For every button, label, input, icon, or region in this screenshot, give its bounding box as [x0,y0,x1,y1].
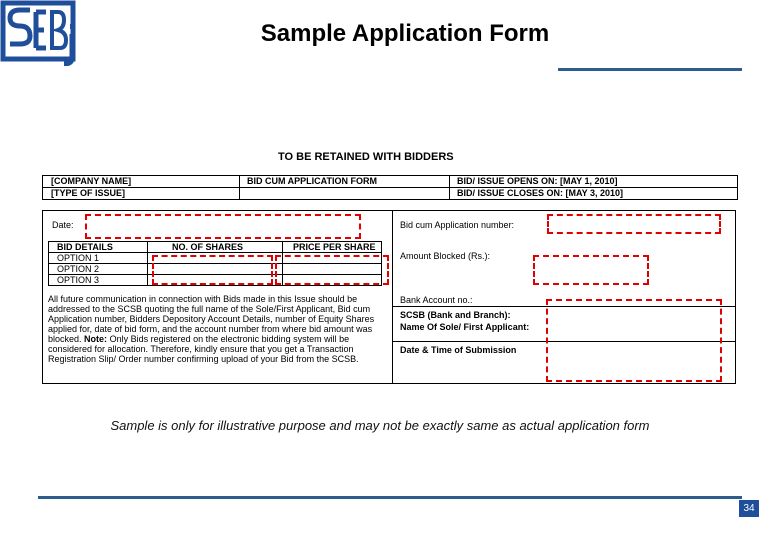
applicant-label: Name Of Sole/ First Applicant: [400,322,530,332]
option-label: OPTION 1 [49,253,148,264]
bank-details-highlight [546,299,722,382]
divider [449,176,450,187]
date-label: Date: [52,220,74,230]
form-header-row-2 [42,187,738,200]
divider [449,188,450,199]
date-field-highlight [85,214,361,239]
communication-notice [48,294,384,364]
note-label: Note: [84,334,108,344]
note-text: Only Bids registered on the electronic bidding system will be considered for allocation. Therefore, kindly ensure that you get a Transaction Registration Slip/ Order number confirming upload of your Bid from the SCSB. [48,334,359,364]
table-header-row [49,242,382,253]
divider [239,176,240,187]
page-title: Sample Application Form [260,20,550,47]
column-header: BID DETAILS [49,242,148,253]
retained-heading: TO BE RETAINED WITH BIDDERS [278,151,454,163]
form-name: BID CUM APPLICATION FORM [247,176,377,186]
price-highlight [275,255,389,285]
box-bottom [42,383,736,384]
issue-type: [TYPE OF ISSUE] [51,188,126,198]
option-label: OPTION 2 [49,264,148,275]
company-name: [COMPANY NAME] [51,176,132,186]
box-middle [392,210,393,384]
notice-text: All future communication in connection with Bids made in this Issue should be addressed to the SCSB quoting the full name of the Sole/First Applicant, Bid cum Application number, Bidders Depository Account Details, number of Equity Shares applied for, date of bid form, and the account number from where bid amount was blocked. [48,294,375,344]
bid-number-label: Bid cum Application number: [400,220,515,230]
divider [239,188,240,199]
box-right [735,210,736,384]
bank-account-label: Bank Account no.: [400,295,473,305]
amount-blocked-highlight [533,255,649,285]
issue-opens: BID/ ISSUE OPENS ON: [MAY 1, 2010] [457,176,618,186]
amount-blocked-label: Amount Blocked (Rs.): [400,251,491,261]
option-label: OPTION 3 [49,275,148,286]
page-number: 34 [739,500,759,517]
column-header: PRICE PER SHARE [283,242,382,253]
submission-label: Date & Time of Submission [400,345,517,355]
column-header: NO. OF SHARES [148,242,283,253]
box-left [42,210,43,384]
bid-number-highlight [547,214,721,234]
issue-closes: BID/ ISSUE CLOSES ON: [MAY 3, 2010] [457,188,624,198]
scsb-label: SCSB (Bank and Branch): [400,310,511,320]
shares-highlight [152,255,273,285]
illustration-caption: Sample is only for illustrative purpose and may not be exactly same as actual application form [110,418,650,433]
footer-divider [38,496,742,499]
header-divider [558,68,742,71]
box-top [42,210,736,211]
